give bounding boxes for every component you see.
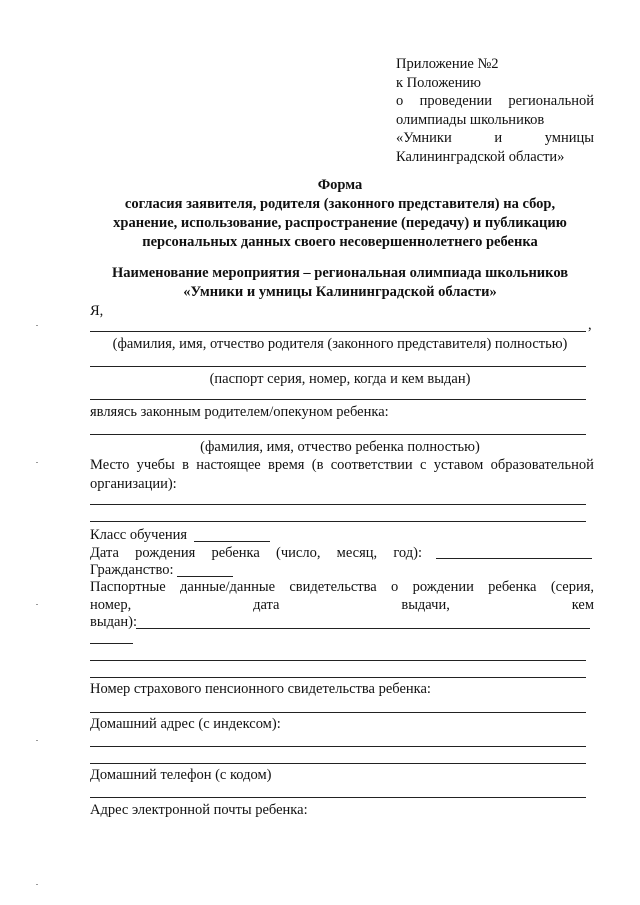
form-word: кем <box>571 597 594 613</box>
form-word: номер, <box>90 597 132 613</box>
passport-data-field-2[interactable] <box>90 643 133 644</box>
parent-passport-field-2[interactable] <box>90 399 586 400</box>
phone-field[interactable] <box>90 797 586 798</box>
form-word: год): <box>393 545 422 561</box>
appendix-word: региональной <box>508 93 594 109</box>
form-word: уставом <box>433 457 484 473</box>
event-name <box>80 266 600 304</box>
passport-data-field-4[interactable] <box>90 677 586 678</box>
form-word: соответствии <box>330 457 413 473</box>
scan-mark <box>36 604 38 605</box>
birth-date-field[interactable] <box>436 558 592 559</box>
parent-name-field[interactable] <box>90 331 586 332</box>
event-name-line-2: «Умники и умницы Калининградской области» <box>183 284 497 300</box>
phone-label: Домашний телефон (с кодом) <box>90 767 272 783</box>
form-word: с <box>419 457 427 473</box>
appendix-word: умницы <box>544 130 594 146</box>
guardian-text: являясь законным родителем/опекуном ребенка: <box>90 404 389 420</box>
form-word: ребенка <box>488 579 537 595</box>
parent-passport-caption: (паспорт серия, номер, когда и кем выдан) <box>209 371 471 387</box>
parent-name-caption: (фамилия, имя, отчество родителя (законного представителя) полностью) <box>112 336 568 352</box>
email-label: Адрес электронной почты ребенка: <box>90 802 308 818</box>
appendix-word: проведении <box>419 93 492 109</box>
event-name-line-1: Наименование мероприятия – региональная олимпиада школьников <box>111 265 569 281</box>
form-word: выдачи, <box>401 597 450 613</box>
scan-mark <box>36 325 38 326</box>
passport-data-field-3[interactable] <box>90 660 586 661</box>
form-word: Дата <box>90 545 119 561</box>
parent-passport-field[interactable] <box>90 366 586 367</box>
citizenship-field[interactable] <box>177 576 233 577</box>
appendix-line-4: олимпиады школьников <box>396 111 545 128</box>
form-word: в <box>182 457 189 473</box>
form-word: рождения <box>135 545 196 561</box>
form-title <box>80 178 600 254</box>
class-field[interactable] <box>194 541 270 542</box>
appendix-line-5 <box>396 131 594 150</box>
appendix-header <box>396 57 594 168</box>
study-place-line-1 <box>90 458 594 473</box>
form-word: свидетельства <box>289 579 377 595</box>
birth-date-label <box>90 546 422 561</box>
passport-data-field[interactable] <box>136 628 590 629</box>
address-label: Домашний адрес (с индексом): <box>90 716 281 732</box>
ya-label: Я, <box>90 303 104 319</box>
form-word: настоящее <box>196 457 261 473</box>
passport-data-line-2 <box>90 598 594 613</box>
form-title-line-1: согласия заявителя, родителя (законного представителя) на сбор, <box>124 196 556 212</box>
citizenship-label: Гражданство: <box>90 562 174 578</box>
form-word: месяц, <box>336 545 378 561</box>
form-word: (в <box>311 457 324 473</box>
appendix-word: о <box>396 93 404 109</box>
form-title-line-3: персональных данных своего несовершеннолетнего ребенка <box>142 234 538 250</box>
form-word: Паспортные <box>90 579 166 595</box>
appendix-line-2: к Положению <box>396 74 481 91</box>
passport-data-line-1 <box>90 580 594 595</box>
scan-mark <box>36 462 38 463</box>
appendix-line-1: Приложение №2 <box>396 56 499 72</box>
appendix-line-6: Калининградской области» <box>396 148 565 165</box>
form-title-line-2: хранение, использование, распространение (передачу) и публикацию <box>113 215 567 231</box>
form-title-heading: Форма <box>317 177 363 193</box>
form-word: (серия, <box>550 579 594 595</box>
form-word: Место <box>90 457 130 473</box>
form-word: рождении <box>412 579 474 595</box>
form-word: о <box>391 579 399 595</box>
appendix-line-3 <box>396 94 594 113</box>
form-word: образовательной <box>490 457 594 473</box>
snils-label: Номер страхового пенсионного свидетельства ребенка: <box>90 681 431 697</box>
scan-mark <box>36 884 38 885</box>
address-field[interactable] <box>90 746 586 747</box>
study-place-line-2: организации): <box>90 476 177 492</box>
class-label: Класс обучения <box>90 527 188 543</box>
child-name-field[interactable] <box>90 434 586 435</box>
study-place-field-2[interactable] <box>90 521 586 522</box>
study-place-field[interactable] <box>90 504 586 505</box>
appendix-word: и <box>494 130 503 146</box>
form-word: ребенка <box>211 545 260 561</box>
comma: , <box>588 317 592 333</box>
form-word: время <box>268 457 305 473</box>
address-field-2[interactable] <box>90 763 586 764</box>
form-word: (число, <box>276 545 321 561</box>
form-word: учебы <box>136 457 175 473</box>
passport-data-line-3: выдан): <box>90 614 138 630</box>
child-name-caption: (фамилия, имя, отчество ребенка полностью) <box>200 439 480 455</box>
form-word: данные/данные <box>180 579 276 595</box>
snils-field[interactable] <box>90 712 586 713</box>
form-word: дата <box>253 597 280 613</box>
scan-mark <box>36 740 38 741</box>
appendix-word: «Умники <box>396 130 452 146</box>
